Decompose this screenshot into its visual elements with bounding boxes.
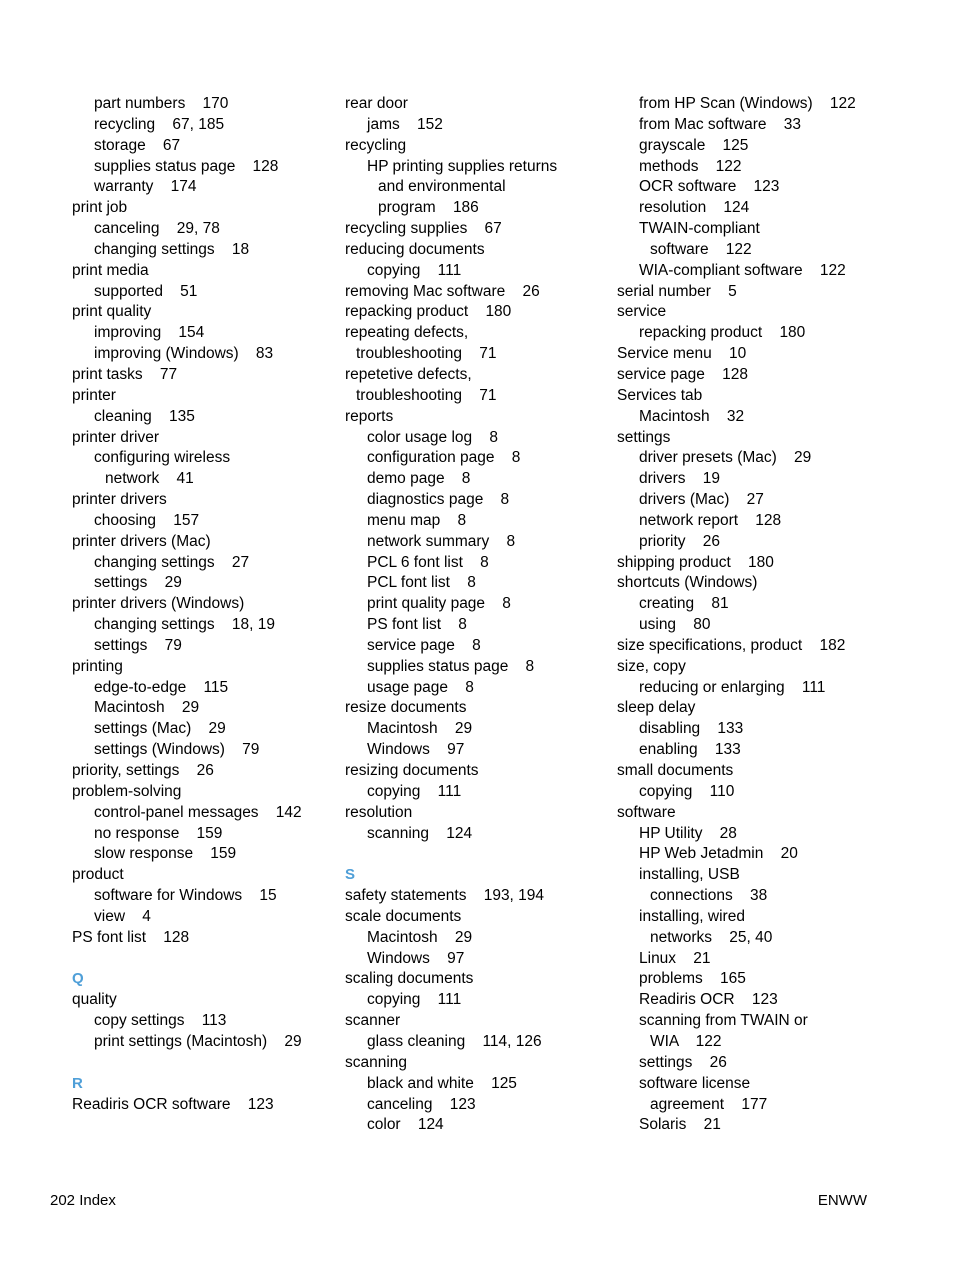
index-subentry: reducing or enlarging 111 bbox=[639, 678, 826, 696]
index-subentry: PCL font list 8 bbox=[367, 574, 476, 592]
index-subentry: copying 111 bbox=[367, 991, 462, 1009]
index-subentry: print settings (Macintosh) 29 bbox=[94, 1032, 302, 1050]
index-subentry: HP printing supplies returns bbox=[367, 157, 558, 175]
section-spacer bbox=[72, 1053, 337, 1074]
index-entry: reports bbox=[345, 407, 394, 425]
index-entry: sleep delay bbox=[617, 699, 696, 717]
index-entry: scanning bbox=[345, 1053, 408, 1071]
index-subentry: HP Utility 28 bbox=[639, 824, 737, 842]
index-subentry: supplies status page 128 bbox=[94, 157, 279, 175]
index-subentry: demo page 8 bbox=[367, 470, 471, 488]
index-column-1 bbox=[72, 94, 337, 1115]
index-entry: reducing documents bbox=[345, 240, 485, 258]
index-entry: Services tab bbox=[617, 386, 703, 404]
index-subentry: Macintosh 32 bbox=[639, 407, 745, 425]
index-entry: print job bbox=[72, 199, 128, 217]
index-entry: software bbox=[617, 803, 676, 821]
index-subentry: menu map 8 bbox=[367, 511, 467, 529]
index-subentry: grayscale 125 bbox=[639, 136, 749, 154]
index-entry: printer drivers (Windows) bbox=[72, 595, 245, 613]
index-subentry: settings (Windows) 79 bbox=[94, 741, 260, 759]
index-subentry: no response 159 bbox=[94, 824, 223, 842]
index-subentry: jams 152 bbox=[367, 115, 443, 133]
index-subentry: WIA-compliant software 122 bbox=[639, 261, 846, 279]
index-entry: scanner bbox=[345, 1012, 401, 1030]
index-subentry: choosing 157 bbox=[94, 511, 200, 529]
index-entry: resolution bbox=[345, 803, 413, 821]
index-subentry: software license bbox=[639, 1074, 751, 1092]
index-entry: safety statements 193, 194 bbox=[345, 887, 545, 905]
index-subentry: Macintosh 29 bbox=[94, 699, 200, 717]
index-subentry: Windows 97 bbox=[367, 741, 465, 759]
index-subentry: drivers 19 bbox=[639, 470, 720, 488]
index-subentry: network summary 8 bbox=[367, 532, 516, 550]
index-subentry-continuation: networks 25, 40 bbox=[650, 928, 773, 946]
index-subentry: copying 110 bbox=[639, 782, 735, 800]
index-entry: quality bbox=[72, 991, 117, 1009]
index-subentry: priority 26 bbox=[639, 532, 720, 550]
index-subentry: print quality page 8 bbox=[367, 595, 511, 613]
index-subentry: from HP Scan (Windows) 122 bbox=[639, 95, 856, 112]
index-entry: recycling supplies 67 bbox=[345, 220, 502, 238]
index-entry: removing Mac software 26 bbox=[345, 282, 540, 300]
index-subentry-continuation: agreement 177 bbox=[650, 1095, 768, 1113]
index-subentry: supplies status page 8 bbox=[367, 657, 535, 675]
index-subentry: Macintosh 29 bbox=[367, 720, 473, 738]
index-subentry: slow response 159 bbox=[94, 845, 237, 863]
index-subentry: TWAIN-compliant bbox=[639, 220, 760, 238]
index-subentry: cleaning 135 bbox=[94, 407, 195, 425]
section-heading-letter: S bbox=[345, 866, 356, 884]
index-subentry: Macintosh 29 bbox=[367, 928, 473, 946]
index-subentry: view 4 bbox=[94, 907, 151, 925]
index-subentry: driver presets (Mac) 29 bbox=[639, 449, 812, 467]
index-entry: size, copy bbox=[617, 657, 686, 675]
index-subentry: software for Windows 15 bbox=[94, 887, 277, 905]
index-entry: printer bbox=[72, 386, 116, 404]
index-subentry: problems 165 bbox=[639, 970, 746, 988]
index-entry: rear door bbox=[345, 95, 408, 112]
index-subentry: part numbers 170 bbox=[94, 95, 229, 112]
index-entry: Readiris OCR software 123 bbox=[72, 1095, 274, 1113]
index-column-2 bbox=[345, 94, 610, 1136]
index-subentry: diagnostics page 8 bbox=[367, 491, 510, 509]
index-subentry: changing settings 18 bbox=[94, 240, 250, 258]
index-subentry: settings (Mac) 29 bbox=[94, 720, 226, 738]
index-subentry: storage 67 bbox=[94, 136, 181, 154]
index-subentry: installing, wired bbox=[639, 907, 745, 925]
index-entry: repeating defects, bbox=[345, 324, 469, 342]
index-entry: repetetive defects, bbox=[345, 365, 472, 383]
index-subentry: scanning 124 bbox=[367, 824, 473, 842]
page-footer-right: ENWW bbox=[817, 1192, 867, 1209]
index-entry: product bbox=[72, 866, 124, 884]
index-entry-continuation: troubleshooting 71 bbox=[356, 386, 497, 404]
index-subentry: network report 128 bbox=[639, 511, 782, 529]
section-spacer bbox=[72, 949, 337, 970]
index-subentry: repacking product 180 bbox=[639, 324, 806, 342]
index-subentry: control-panel messages 142 bbox=[94, 803, 302, 821]
index-subentry: black and white 125 bbox=[367, 1074, 517, 1092]
index-subentry-continuation: connections 38 bbox=[650, 887, 768, 905]
index-subentry-continuation: network 41 bbox=[105, 470, 194, 488]
index-subentry: color 124 bbox=[367, 1116, 444, 1134]
index-subentry: improving (Windows) 83 bbox=[94, 345, 274, 363]
index-entry: Service menu 10 bbox=[617, 345, 747, 363]
index-subentry: Linux 21 bbox=[639, 949, 711, 967]
index-subentry: edge-to-edge 115 bbox=[94, 678, 229, 696]
index-entry: service page 128 bbox=[617, 365, 748, 383]
index-entry-continuation: troubleshooting 71 bbox=[356, 345, 497, 363]
index-subentry: resolution 124 bbox=[639, 199, 750, 217]
index-subentry: configuration page 8 bbox=[367, 449, 521, 467]
index-entry: resize documents bbox=[345, 699, 467, 717]
index-subentry: scanning from TWAIN or bbox=[639, 1012, 808, 1030]
index-subentry: service page 8 bbox=[367, 636, 481, 654]
index-subentry: configuring wireless bbox=[94, 449, 231, 467]
index-subentry: color usage log 8 bbox=[367, 428, 498, 446]
index-subentry-continuation: software 122 bbox=[650, 240, 752, 258]
index-subentry: canceling 29, 78 bbox=[94, 220, 220, 238]
index-entry: shortcuts (Windows) bbox=[617, 574, 758, 592]
index-subentry: disabling 133 bbox=[639, 720, 744, 738]
index-subentry-continuation: program 186 bbox=[378, 199, 479, 217]
index-entry: scaling documents bbox=[345, 970, 474, 988]
index-entry: recycling bbox=[345, 136, 407, 154]
index-entry: print quality bbox=[72, 303, 152, 321]
index-column-3 bbox=[617, 94, 882, 1136]
index-subentry: from Mac software 33 bbox=[639, 115, 801, 133]
index-subentry: settings 26 bbox=[639, 1053, 727, 1071]
index-subentry: HP Web Jetadmin 20 bbox=[639, 845, 798, 863]
index-entry: settings bbox=[617, 428, 671, 446]
index-subentry: improving 154 bbox=[94, 324, 205, 342]
index-subentry-continuation: WIA 122 bbox=[650, 1032, 722, 1050]
index-entry: printing bbox=[72, 657, 123, 675]
index-subentry: warranty 174 bbox=[94, 178, 197, 196]
index-subentry: creating 81 bbox=[639, 595, 729, 613]
index-subentry: settings 79 bbox=[94, 636, 182, 654]
index-entry: scale documents bbox=[345, 907, 462, 925]
index-subentry: Windows 97 bbox=[367, 949, 465, 967]
index-subentry: recycling 67, 185 bbox=[94, 115, 225, 133]
section-heading-letter: Q bbox=[72, 970, 84, 988]
index-entry: repacking product 180 bbox=[345, 303, 512, 321]
index-entry: printer drivers (Mac) bbox=[72, 532, 211, 550]
index-entry: serial number 5 bbox=[617, 282, 737, 300]
section-heading-letter: R bbox=[72, 1074, 83, 1092]
index-subentry: changing settings 27 bbox=[94, 553, 250, 571]
index-entry: print media bbox=[72, 261, 149, 279]
index-subentry: copy settings 113 bbox=[94, 1012, 227, 1030]
index-subentry: copying 111 bbox=[367, 782, 462, 800]
index-subentry: Solaris 21 bbox=[639, 1116, 721, 1134]
index-entry: resizing documents bbox=[345, 762, 479, 779]
index-subentry: settings 29 bbox=[94, 574, 182, 592]
index-subentry: supported 51 bbox=[94, 282, 198, 300]
index-subentry: PCL 6 font list 8 bbox=[367, 553, 489, 571]
index-subentry: usage page 8 bbox=[367, 678, 474, 696]
index-entry: size specifications, product 182 bbox=[617, 636, 846, 654]
index-subentry: glass cleaning 114, 126 bbox=[367, 1032, 542, 1050]
index-subentry: drivers (Mac) 27 bbox=[639, 491, 764, 509]
index-entry: priority, settings 26 bbox=[72, 762, 214, 779]
index-entry: shipping product 180 bbox=[617, 553, 774, 571]
index-subentry: installing, USB bbox=[639, 866, 740, 884]
index-subentry: changing settings 18, 19 bbox=[94, 616, 275, 634]
index-entry: print tasks 77 bbox=[72, 365, 178, 383]
section-spacer bbox=[345, 844, 610, 865]
index-entry: PS font list 128 bbox=[72, 928, 190, 946]
index-entry: printer driver bbox=[72, 428, 159, 446]
index-subentry: OCR software 123 bbox=[639, 178, 780, 196]
index-entry: printer drivers bbox=[72, 491, 167, 509]
index-subentry: copying 111 bbox=[367, 261, 462, 279]
index-subentry: PS font list 8 bbox=[367, 616, 467, 634]
page-footer-left: 202 Index bbox=[50, 1192, 116, 1209]
index-entry: service bbox=[617, 303, 667, 321]
index-subentry: Readiris OCR 123 bbox=[639, 991, 778, 1009]
index-subentry: using 80 bbox=[639, 616, 711, 634]
index-subentry-continuation: and environmental bbox=[378, 178, 506, 196]
index-entry: small documents bbox=[617, 762, 734, 779]
index-entry: problem-solving bbox=[72, 782, 182, 800]
index-subentry: methods 122 bbox=[639, 157, 742, 175]
index-subentry: enabling 133 bbox=[639, 741, 741, 759]
index-subentry: canceling 123 bbox=[367, 1095, 476, 1113]
